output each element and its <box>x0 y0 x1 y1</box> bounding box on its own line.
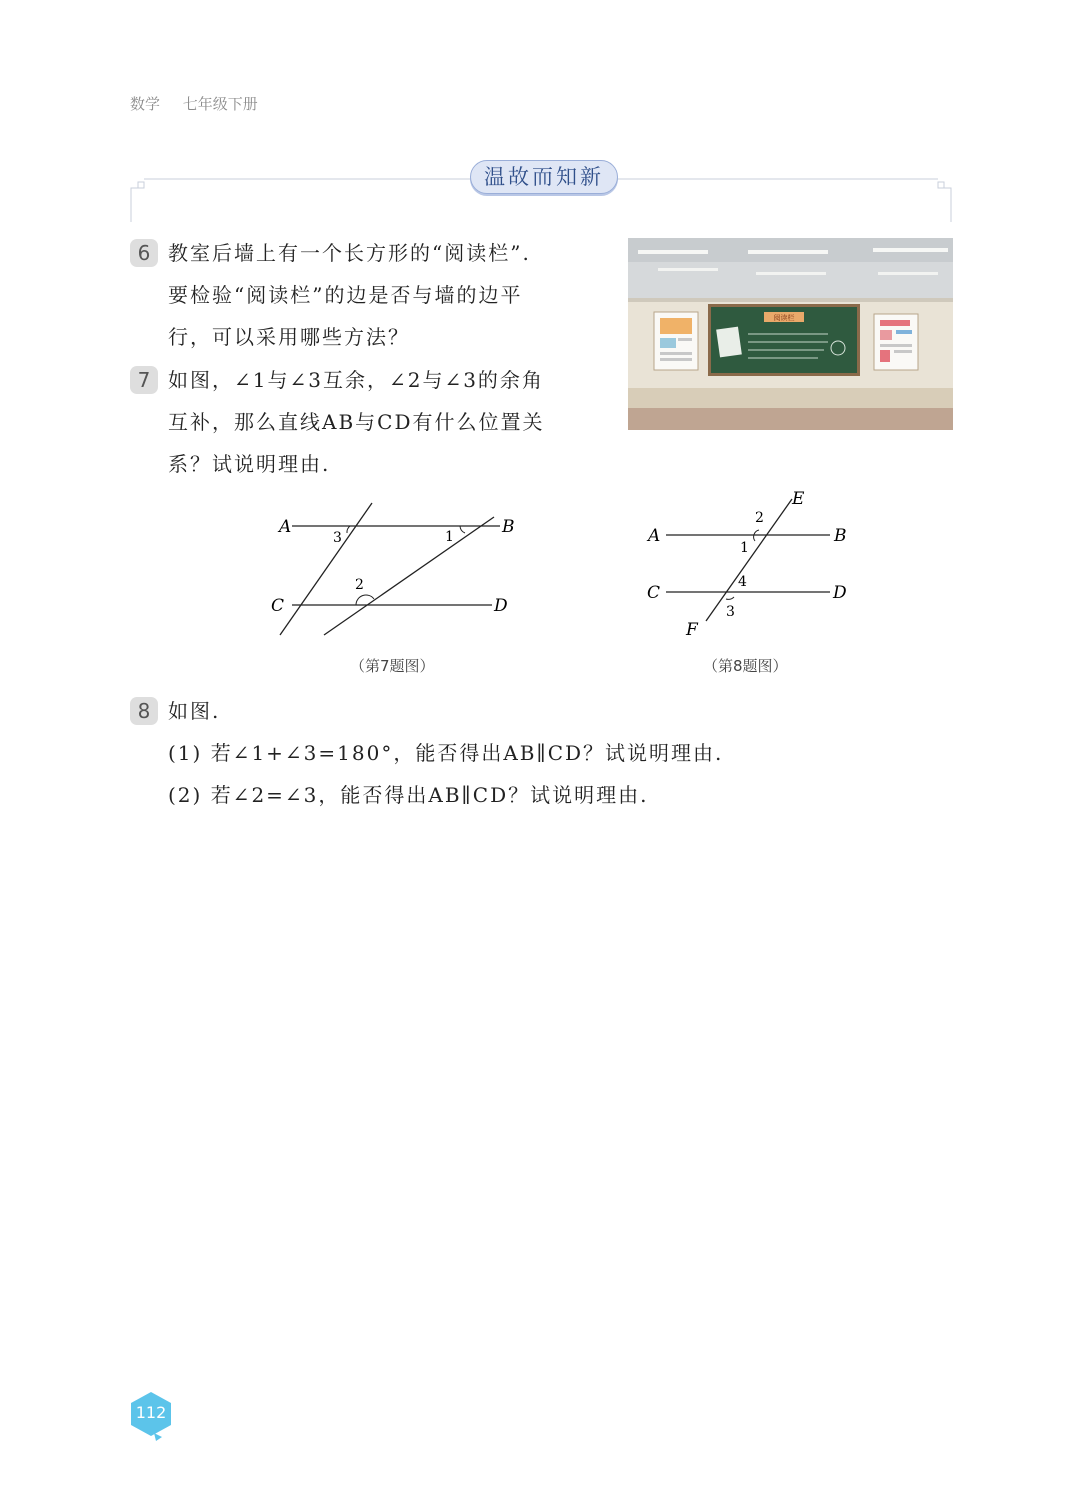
question-7-line-2: 互补，那么直线AB与CD有什么位置关 <box>168 410 545 434</box>
angle-2-label: 2 <box>755 510 764 526</box>
angle-3-label: 3 <box>726 604 735 620</box>
figure-7-diagram <box>260 495 530 645</box>
question-6-line-1: 教室后墙上有一个长方形的“阅读栏”. <box>168 241 531 265</box>
classroom-reading-board-photo <box>628 238 953 430</box>
header-grade: 七年级下册 <box>182 95 258 113</box>
page-number: 112 <box>135 1403 167 1422</box>
page-number-badge <box>128 1391 174 1437</box>
question-number-8: 8 <box>130 697 158 725</box>
label-d: D <box>833 583 847 603</box>
angle-3-arc <box>347 526 350 533</box>
angle-3-arc <box>726 597 734 599</box>
label-c: C <box>271 596 285 616</box>
label-d: D <box>494 596 508 616</box>
section-title: 温故而知新 <box>470 160 618 194</box>
label-a: A <box>648 526 661 546</box>
question-number-7: 7 <box>130 366 158 394</box>
angle-3-label: 3 <box>333 530 342 546</box>
running-header <box>130 93 276 114</box>
question-7-text <box>168 359 544 485</box>
question-6-line-3: 行，可以采用哪些方法？ <box>168 325 410 349</box>
figure-8-diagram <box>640 485 860 645</box>
transversal-left <box>280 503 372 635</box>
angle-2-arc <box>356 595 374 605</box>
label-e: E <box>792 489 805 509</box>
figure-7-caption: （第7题图） <box>350 657 435 675</box>
question-8-part-2: (2) 若∠2=∠3，能否得出AB∥CD？试说明理由. <box>168 783 649 807</box>
label-b: B <box>502 517 515 537</box>
board-title-text: 阅读栏 <box>773 314 795 322</box>
question-number-6: 6 <box>130 239 158 267</box>
label-f: F <box>686 620 698 640</box>
question-8-part-1: (1) 若∠1+∠3=180°，能否得出AB∥CD？试说明理由. <box>168 741 724 765</box>
question-8-text <box>168 690 723 816</box>
angle-1-arc <box>460 526 465 533</box>
question-6-text <box>168 232 531 358</box>
header-subject: 数学 <box>130 95 161 113</box>
angle-1-label: 1 <box>445 529 454 545</box>
question-6-line-2: 要检验“阅读栏”的边是否与墙的边平 <box>168 283 523 307</box>
angle-1-label: 1 <box>740 540 749 556</box>
figure-8-caption: （第8题图） <box>703 657 788 675</box>
question-7-line-1: 如图，∠1与∠3互余，∠2与∠3的余角 <box>168 368 544 392</box>
question-8-intro: 如图. <box>168 699 221 723</box>
label-c: C <box>647 583 661 603</box>
label-b: B <box>834 526 847 546</box>
angle-4-label: 4 <box>738 574 747 590</box>
transversal-ef <box>706 499 792 621</box>
angle-2-label: 2 <box>355 577 364 593</box>
label-a: A <box>279 517 292 537</box>
question-7-line-3: 系？试说明理由. <box>168 452 331 476</box>
